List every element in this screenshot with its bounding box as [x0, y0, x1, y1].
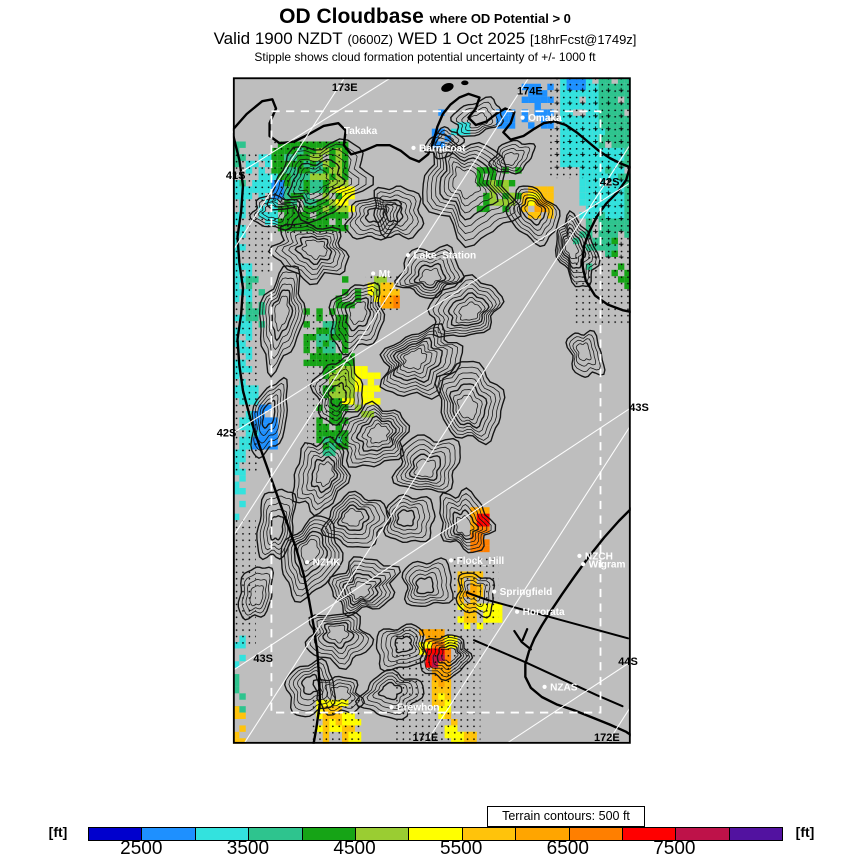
colorbar-tick-4500: 4500: [333, 838, 376, 859]
grid-label-41S: 41S: [225, 170, 246, 183]
place-label: Takaka: [343, 125, 378, 137]
colorbar-unit-right: [ft]: [795, 824, 815, 840]
colorbar-segment-12: [730, 828, 782, 840]
valid-date: WED 1 Oct 2025: [397, 29, 526, 48]
place-label: Mt: [378, 268, 391, 280]
terrain-contours-note: [487, 806, 645, 827]
place-hororata: [515, 607, 565, 618]
grid-label-173E: 173E: [331, 82, 358, 95]
grid-label-43S: 43S: [629, 402, 649, 415]
grid-label-44S: 44S: [618, 655, 638, 668]
valid-prefix: Valid 1900 NZDT: [213, 29, 343, 48]
place-label: NZAS: [550, 682, 578, 694]
place-takaka: [344, 126, 378, 137]
place-label: Omaka: [528, 113, 562, 125]
place-flock_hill: [449, 556, 504, 567]
forecast-map: [170, 70, 690, 840]
place-barnicoat: [411, 143, 466, 154]
colorbar-unit-left: [ft]: [48, 824, 68, 840]
grid-label-172E: 172E: [594, 732, 620, 745]
page-title: OD Cloudbase: [279, 5, 424, 28]
place-label: Lake_Station: [413, 250, 477, 262]
place-erewhon: [389, 703, 439, 714]
grid-label-42S: 42S: [599, 176, 620, 189]
place-label: Flock_Hill: [456, 555, 505, 567]
place-label: Springfield: [499, 587, 553, 599]
colorbar-tick-3500: 3500: [226, 838, 270, 859]
place-label: NZCH: [584, 551, 613, 563]
forecast-run-tag: [18hrFcst@1749z]: [530, 32, 637, 47]
page-title-line: [0, 5, 850, 29]
place-label: NZHK: [312, 557, 341, 569]
grid-label-43S: 43S: [253, 653, 273, 666]
valid-time-line: [0, 29, 850, 49]
place-label: Wigram: [588, 559, 626, 571]
title-condition: where OD Potential > 0: [429, 11, 571, 26]
colorbar-tick-6500: 6500: [546, 838, 589, 859]
grid-label-171E: 171E: [412, 732, 439, 745]
colorbar-tick-2500: 2500: [120, 838, 163, 859]
place-label: Barnicoat: [419, 143, 466, 155]
colorbar-tick-5500: 5500: [440, 838, 483, 859]
place-lake_station: [406, 251, 476, 262]
terrain-contours-text: Terrain contours: 500 ft: [502, 809, 630, 823]
stipple-note: Stipple shows cloud formation potential uncertainty of +/- 1000 ft: [254, 50, 596, 64]
colorbar-tick-7500: 7500: [653, 838, 696, 859]
place-springfield: [492, 587, 552, 598]
place-label: Erewhon: [397, 702, 440, 714]
grid-label-174E: 174E: [517, 85, 543, 98]
valid-zulu: (0600Z): [347, 32, 393, 47]
place-label: Hororata: [522, 607, 565, 619]
grid-label-42S: 42S: [216, 427, 237, 440]
